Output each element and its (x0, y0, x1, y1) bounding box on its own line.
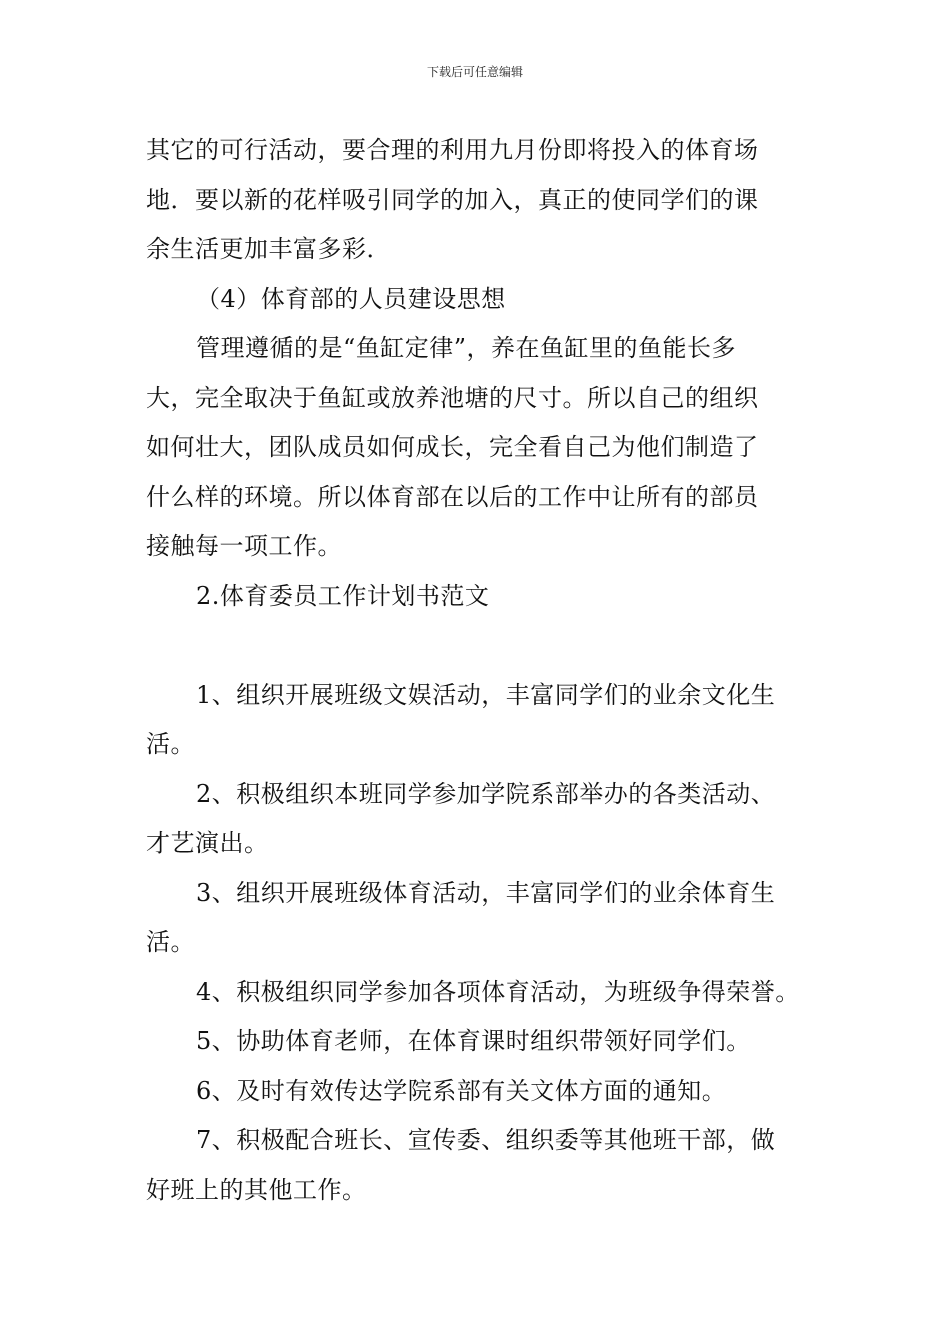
paragraph-line: 管理遵循的是“鱼缸定律”，养在鱼缸里的鱼能长多 (196, 334, 737, 362)
page-header-note: 下载后可任意编辑 (426, 65, 523, 79)
paragraph-line: 接触每一项工作。 (146, 532, 342, 560)
list-item-continuation: 才艺演出。 (146, 829, 269, 857)
section-heading: 2.体育委员工作计划书范文 (196, 581, 490, 610)
paragraph-line: 地．要以新的花样吸引同学的加入，真正的使同学们的课 (146, 185, 759, 214)
paragraph-line: 余生活更加丰富多彩． (146, 235, 391, 263)
list-item-continuation: 好班上的其他工作。 (146, 1175, 367, 1204)
paragraph-line: 什么样的环境。所以体育部在以后的工作中让所有的部员 (146, 482, 759, 511)
list-item: 7、积极配合班长、宣传委、组织委等其他班干部，做 (196, 1126, 776, 1154)
list-item: 2、积极组织本班同学参加学院系部举办的各类活动、 (196, 779, 776, 808)
document-body (146, 126, 810, 1215)
list-item: 1、组织开展班级文娱活动，丰富同学们的业余文化生 (196, 680, 776, 709)
paragraph-line: 大，完全取决于鱼缸或放养池塘的尺寸。所以自己的组织 (146, 383, 759, 412)
paragraph-line: 其它的可行活动，要合理的利用九月份即将投入的体育场 (146, 136, 759, 164)
list-item: 6、及时有效传达学院系部有关文体方面的通知。 (196, 1076, 727, 1105)
section-heading: （4）体育部的人员建设思想 (196, 284, 506, 313)
paragraph-line: 如何壮大，团队成员如何成长，完全看自己为他们制造了 (146, 433, 759, 461)
list-item: 5、协助体育老师，在体育课时组织带领好同学们。 (196, 1027, 751, 1055)
list-item: 4、积极组织同学参加各项体育活动，为班级争得荣誉。 (196, 977, 800, 1006)
list-item-continuation: 活。 (146, 928, 195, 956)
list-item-continuation: 活。 (146, 730, 195, 758)
blank-line (146, 621, 810, 671)
list-item: 3、组织开展班级体育活动，丰富同学们的业余体育生 (196, 878, 776, 907)
